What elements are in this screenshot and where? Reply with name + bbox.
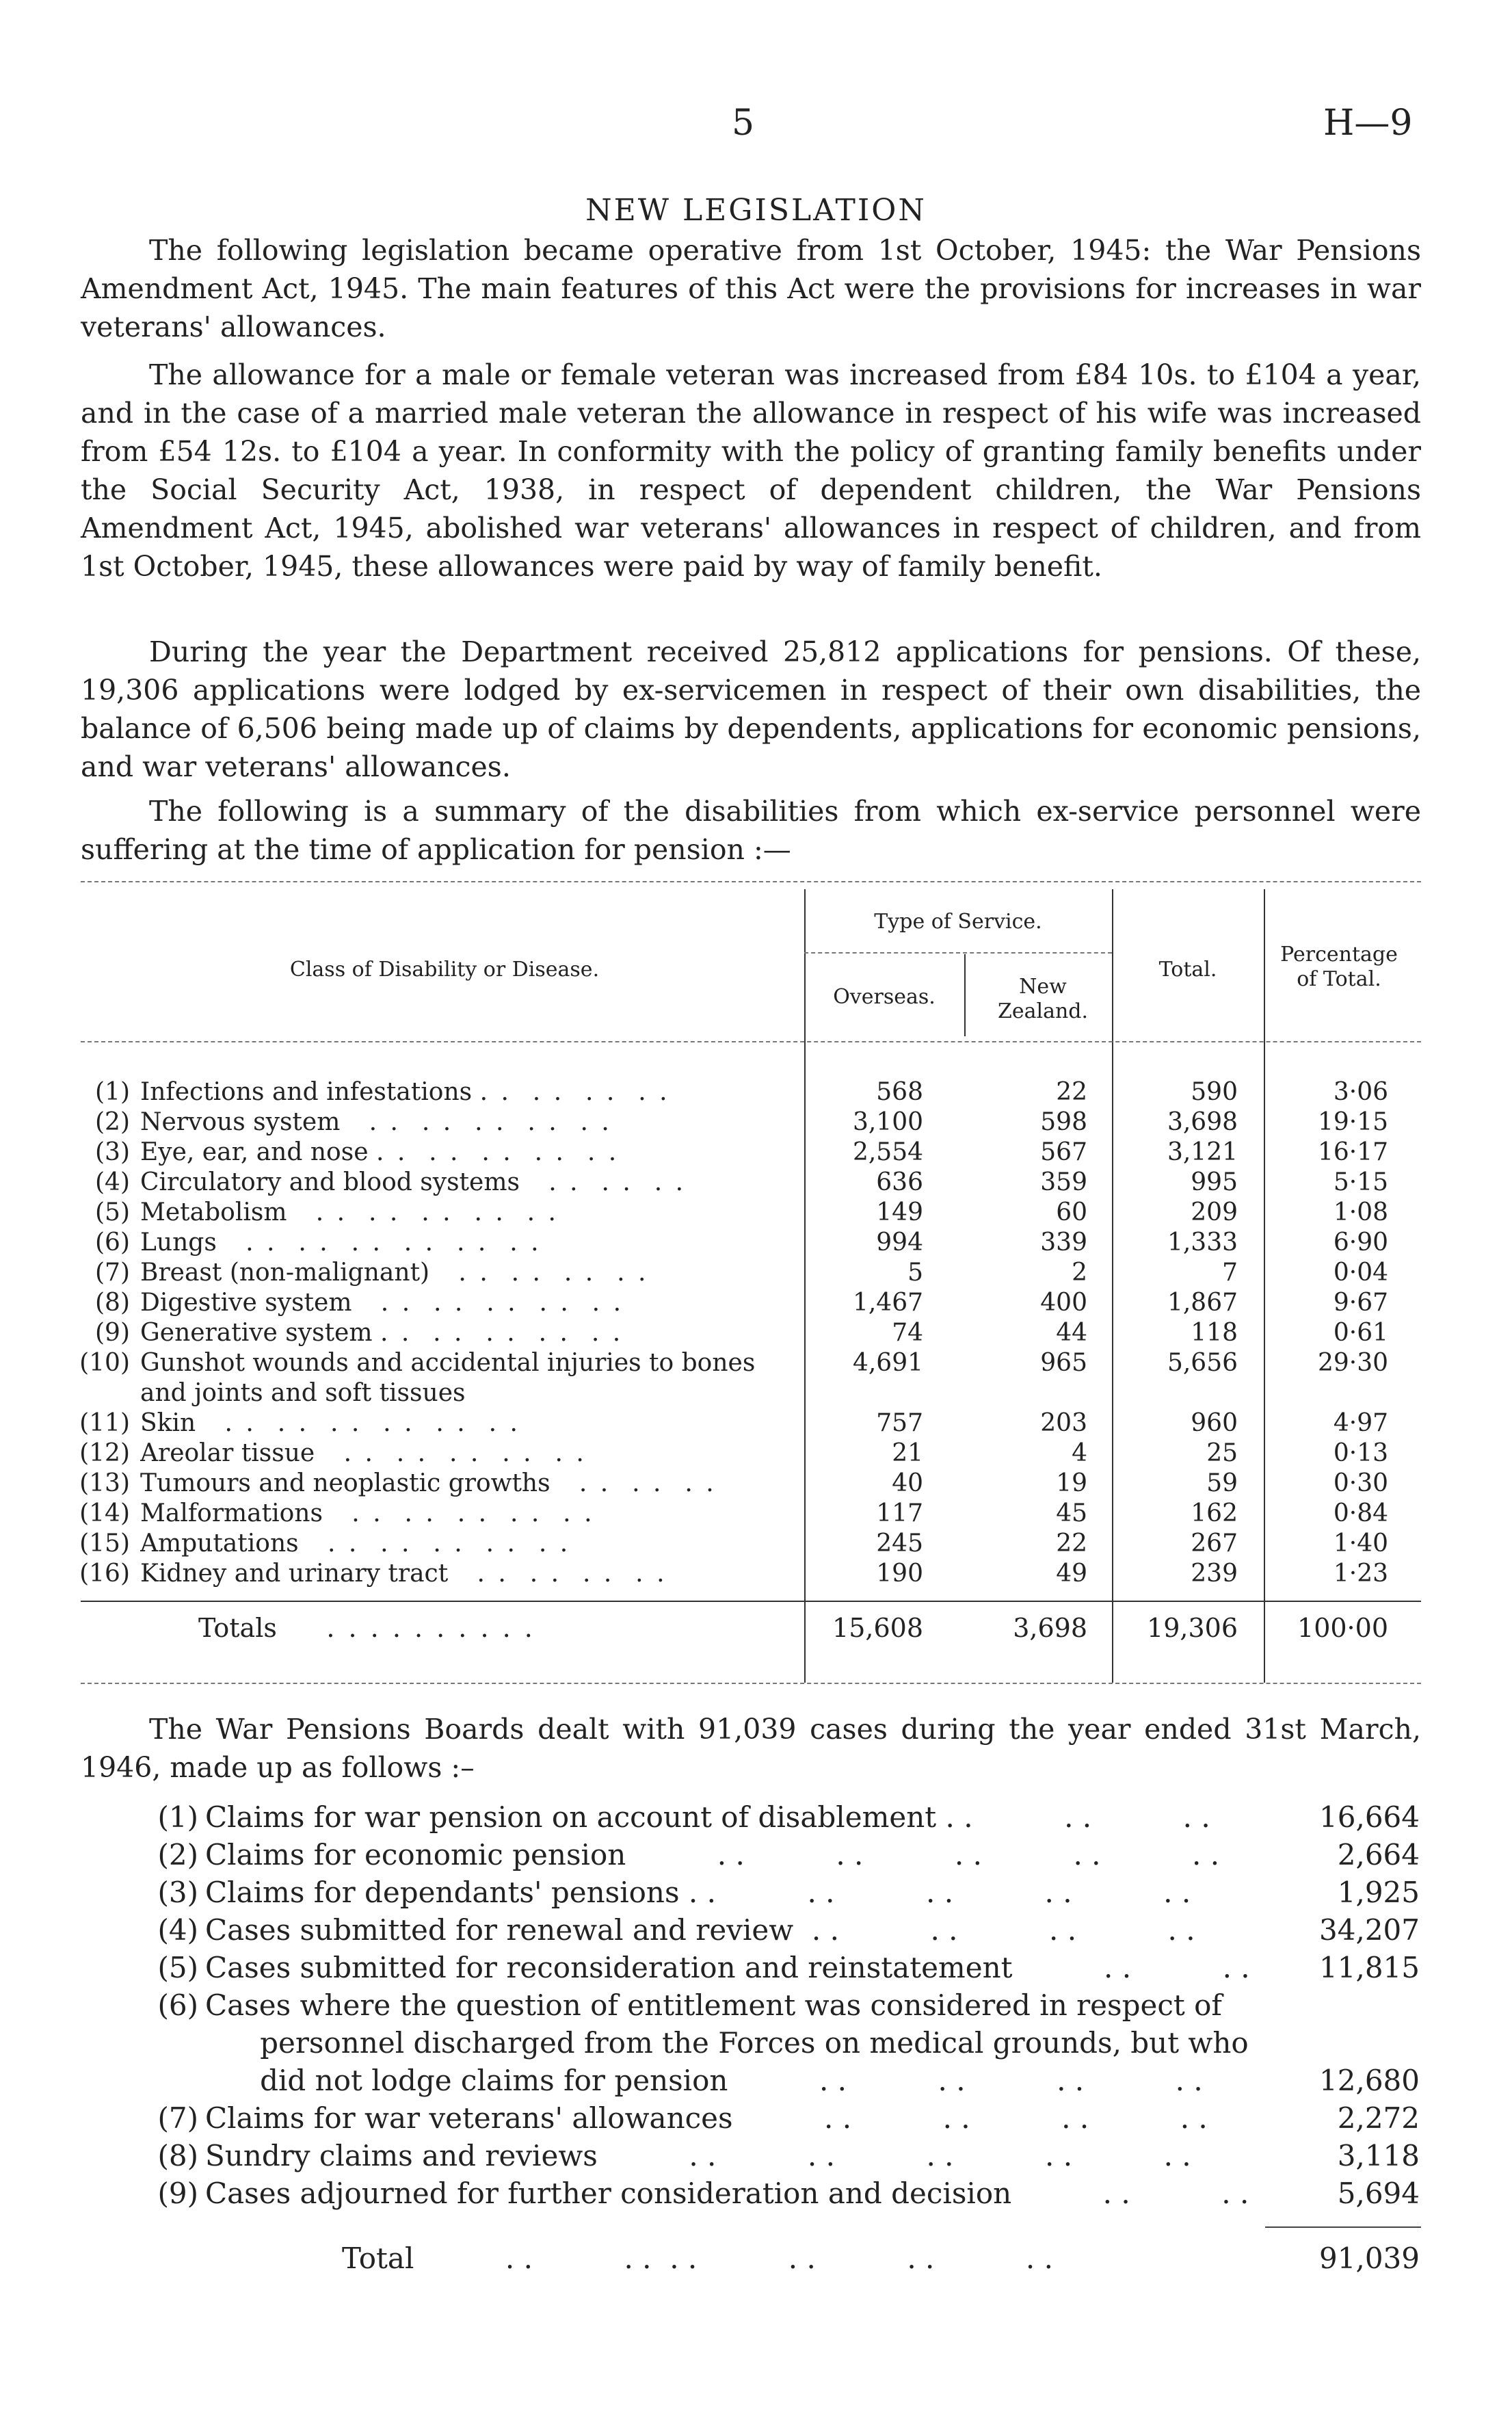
row-label: Generative system . . . . . . . . . .: [140, 1319, 624, 1347]
paragraph-boards: The War Pensions Boards dealt with 91,039 cases during the year ended 31st March, 1946, made up as follows :–: [81, 1713, 1421, 1784]
row-new-zealand: 359: [1040, 1168, 1087, 1196]
list-item: [0, 2100, 1512, 2137]
paragraph-legislation: The following legislation became operative from 1st October, 1945: the War Pensions Amendment Act, 1945. The main features of this Act were the provisions for increases in war veterans' allowances.: [81, 234, 1421, 343]
list-item: [0, 2175, 1512, 2212]
row-percentage: 0·84: [1333, 1499, 1388, 1527]
case-value: 11,815: [1319, 1951, 1420, 1984]
case-label: Sundry claims and reviews . . . . . . . . . .: [205, 2139, 1191, 2172]
row-total: 5,656: [1167, 1349, 1238, 1377]
row-new-zealand: 19: [1056, 1469, 1087, 1497]
row-overseas: 1,467: [852, 1289, 923, 1317]
row-overseas: 245: [876, 1529, 923, 1558]
row-percentage: 19·15: [1317, 1108, 1388, 1136]
list-item: [0, 1799, 1512, 1836]
case-number: (1): [157, 1800, 198, 1834]
row-percentage: 0·30: [1333, 1469, 1388, 1497]
table-row: [0, 1258, 1512, 1288]
row-total: 1,867: [1167, 1289, 1238, 1317]
case-value: 16,664: [1319, 1800, 1420, 1834]
case-number: (9): [157, 2177, 198, 2210]
row-number: (3): [95, 1138, 130, 1166]
row-total: 995: [1191, 1168, 1238, 1196]
case-value: 3,118: [1337, 2139, 1420, 2172]
row-label: Areolar tissue . . . . . . . . . .: [140, 1439, 587, 1467]
row-percentage: 1·23: [1333, 1560, 1388, 1588]
table-row: [0, 1469, 1512, 1499]
table-row: [0, 1288, 1512, 1318]
row-label: Breast (non-malignant) . . . . . . . .: [140, 1259, 649, 1287]
cases-total-label: Total . . . . . . . . . . . .: [342, 2242, 1053, 2275]
col-rule-nz-header: [964, 954, 966, 1036]
totals-top-rule: [81, 1601, 1421, 1602]
row-new-zealand: 567: [1040, 1138, 1087, 1166]
row-overseas: 994: [876, 1228, 923, 1257]
case-label: Claims for dependants' pensions . . . . . . . . . .: [205, 1876, 1191, 1909]
row-overseas: 21: [892, 1439, 923, 1467]
row-percentage: 16·17: [1317, 1138, 1388, 1166]
row-percentage: 9·67: [1333, 1289, 1388, 1317]
row-percentage: 0·13: [1333, 1439, 1388, 1467]
row-label: Amputations . . . . . . . . . .: [140, 1529, 571, 1558]
row-number: (13): [79, 1469, 130, 1497]
table-row: [0, 1138, 1512, 1168]
row-percentage: 3·06: [1333, 1078, 1388, 1106]
row-number: (9): [95, 1319, 130, 1347]
row-label: Digestive system . . . . . . . . . .: [140, 1289, 624, 1317]
table-row: [0, 1408, 1512, 1438]
table-row: [0, 1077, 1512, 1107]
row-new-zealand: 2: [1072, 1259, 1087, 1287]
row-new-zealand: 203: [1040, 1409, 1087, 1437]
totals-overseas: 15,608: [832, 1613, 923, 1643]
row-label: Tumours and neoplastic growths . . . . . .: [140, 1469, 717, 1497]
row-total: 267: [1191, 1529, 1238, 1558]
row-new-zealand: 400: [1040, 1289, 1087, 1317]
case-number: (2): [157, 1838, 198, 1871]
table-top-rule: [81, 881, 1421, 882]
table-row: [0, 1168, 1512, 1198]
row-overseas: 149: [876, 1198, 923, 1226]
row-overseas: 2,554: [852, 1138, 923, 1166]
row-number: (15): [79, 1529, 130, 1558]
cases-total-rule: [1265, 2226, 1421, 2228]
header-percentage: Percentage of Total.: [1280, 943, 1398, 991]
row-percentage: 0·61: [1333, 1319, 1388, 1347]
row-overseas: 40: [892, 1469, 923, 1497]
list-item: [0, 2138, 1512, 2174]
row-total: 59: [1206, 1469, 1238, 1497]
row-label: Metabolism . . . . . . . . . .: [140, 1198, 559, 1226]
case-label: Cases submitted for reconsideration and reinstatement . . . .: [205, 1951, 1250, 1984]
row-label: Skin . . . . . . . . . . . .: [140, 1409, 520, 1437]
row-label: Infections and infestations . . . . . . . .: [140, 1078, 670, 1106]
row-new-zealand: 45: [1056, 1499, 1087, 1527]
cases-total-row: [0, 2240, 1512, 2277]
case-label: Cases where the question of entitlement was considered in respect of: [205, 1988, 1222, 2022]
row-overseas: 4,691: [852, 1349, 923, 1377]
table-row: [0, 1318, 1512, 1348]
row-overseas: 568: [876, 1078, 923, 1106]
row-total: 3,698: [1167, 1108, 1238, 1136]
case-value: 1,925: [1337, 1876, 1420, 1909]
header-type-of-service: Type of Service.: [874, 910, 1042, 934]
totals-total: 19,306: [1147, 1613, 1238, 1643]
paragraph-applications: During the year the Department received 25,812 applications for pensions. Of these, 19,306 applications were lodged by ex-servicemen in respect of their own disabilities, the balance of 6,506 being made up of claims by dependents, applications for economic pensions, and war veterans' allowances.: [81, 635, 1421, 783]
row-overseas: 74: [892, 1319, 923, 1347]
case-label: Claims for economic pension . . . . . . . . . .: [205, 1838, 1220, 1871]
row-overseas: 190: [876, 1560, 923, 1588]
list-item: [0, 2025, 1512, 2062]
case-number: (5): [157, 1951, 198, 1984]
row-total: 960: [1191, 1409, 1238, 1437]
row-number: (14): [79, 1499, 130, 1527]
case-value: 2,664: [1337, 1838, 1420, 1871]
totals-percentage: 100·00: [1297, 1613, 1388, 1643]
totals-label: Totals . . . . . . . . . .: [198, 1613, 535, 1643]
row-overseas: 757: [876, 1409, 923, 1437]
row-overseas: 5: [907, 1259, 923, 1287]
row-percentage: 29·30: [1317, 1349, 1388, 1377]
case-number: (4): [157, 1913, 198, 1947]
row-total: 3,121: [1167, 1138, 1238, 1166]
row-overseas: 3,100: [852, 1108, 923, 1136]
row-total: 239: [1191, 1560, 1238, 1588]
row-number: (2): [95, 1108, 130, 1136]
table-bottom-rule: [81, 1683, 1421, 1684]
row-percentage: 4·97: [1333, 1409, 1388, 1437]
header-total: Total.: [1158, 958, 1217, 982]
row-number: (10): [79, 1349, 130, 1377]
table-row: [0, 1228, 1512, 1258]
paragraph-allowances: The allowance for a male or female veteran was increased from £84 10s. to £104 a year, and in the case of a married male veteran the allowance in respect of his wife was increased from £54 12s. to £104 a year. In conformity with the policy of granting family benefits under the Social Security Act, 1938, in respect of dependent children, the War Pensions Amendment Act, 1945, abolished war veterans' allowances in respect of children, and from 1st October, 1945, these allowances were paid by way of family benefit.: [81, 358, 1421, 583]
row-new-zealand: 22: [1056, 1529, 1087, 1558]
header-new-zealand: New Zealand.: [997, 975, 1089, 1023]
row-number: (6): [95, 1228, 130, 1257]
row-new-zealand: 44: [1056, 1319, 1087, 1347]
row-number: (12): [79, 1439, 130, 1467]
case-number: (3): [157, 1876, 198, 1909]
list-item: [0, 1837, 1512, 1874]
case-label: Claims for war pension on account of disablement . . . . . .: [205, 1800, 1210, 1834]
row-total: 7: [1222, 1259, 1238, 1287]
document-code: H—9: [1323, 103, 1413, 144]
type-of-service-rule: [804, 952, 1112, 954]
row-total: 590: [1191, 1078, 1238, 1106]
row-label: Nervous system . . . . . . . . . .: [140, 1108, 612, 1136]
table-row: [0, 1559, 1512, 1589]
case-label: Claims for war veterans' allowances . . . . . . . .: [205, 2101, 1208, 2135]
row-percentage: 1·40: [1333, 1529, 1388, 1558]
case-value: 12,680: [1319, 2064, 1420, 2097]
totals-new-zealand: 3,698: [1013, 1613, 1087, 1643]
row-total: 1,333: [1167, 1228, 1238, 1257]
row-percentage: 0·04: [1333, 1259, 1388, 1287]
row-new-zealand: 339: [1040, 1228, 1087, 1257]
row-total: 118: [1191, 1319, 1238, 1347]
table-row: [0, 1107, 1512, 1138]
header-class: Class of Disability or Disease.: [289, 958, 600, 982]
section-heading: NEW LEGISLATION: [585, 193, 927, 228]
row-new-zealand: 49: [1056, 1560, 1087, 1588]
row-total: 209: [1191, 1198, 1238, 1226]
case-number: (7): [157, 2101, 198, 2135]
header-overseas: Overseas.: [833, 985, 936, 1009]
case-label: personnel discharged from the Forces on medical grounds, but who: [205, 2026, 1249, 2060]
row-percentage: 1·08: [1333, 1198, 1388, 1226]
row-number: (1): [95, 1078, 130, 1106]
table-row: [0, 1198, 1512, 1228]
row-percentage: 5·15: [1333, 1168, 1388, 1196]
page-number: 5: [732, 103, 755, 144]
cases-total-value: 91,039: [1319, 2242, 1420, 2275]
row-label: Kidney and urinary tract . . . . . . . .: [140, 1560, 667, 1588]
row-number: (8): [95, 1289, 130, 1317]
row-overseas: 636: [876, 1168, 923, 1196]
row-total: 162: [1191, 1499, 1238, 1527]
row-label: Gunshot wounds and accidental injuries to bones and joints and soft tissues: [140, 1349, 756, 1407]
row-overseas: 117: [876, 1499, 923, 1527]
row-label: Circulatory and blood systems . . . . . .: [140, 1168, 687, 1196]
row-percentage: 6·90: [1333, 1228, 1388, 1257]
row-new-zealand: 60: [1056, 1198, 1087, 1226]
case-number: (8): [157, 2139, 198, 2172]
list-item: [0, 1874, 1512, 1911]
table-row: [0, 1438, 1512, 1469]
row-number: (7): [95, 1259, 130, 1287]
table-row: [0, 1529, 1512, 1559]
case-label: Cases adjourned for further consideration and decision . . . .: [205, 2177, 1249, 2210]
case-label: did not lodge claims for pension . . . . . . . .: [205, 2064, 1203, 2097]
row-new-zealand: 965: [1040, 1349, 1087, 1377]
list-item: [0, 1912, 1512, 1949]
header-bottom-rule: [81, 1041, 1421, 1042]
row-new-zealand: 22: [1056, 1078, 1087, 1106]
list-item: [0, 1949, 1512, 1986]
row-total: 25: [1206, 1439, 1238, 1467]
table-row: [0, 1499, 1512, 1529]
row-label: Lungs . . . . . . . . . . . .: [140, 1228, 542, 1257]
case-value: 5,694: [1337, 2177, 1420, 2210]
row-number: (11): [79, 1409, 130, 1437]
row-new-zealand: 598: [1040, 1108, 1087, 1136]
list-item: [0, 1987, 1512, 2024]
totals-row: [0, 1607, 1512, 1648]
case-value: 2,272: [1337, 2101, 1420, 2135]
row-new-zealand: 4: [1072, 1439, 1087, 1467]
table-row: [0, 1348, 1512, 1407]
paragraph-summary-intro: The following is a summary of the disabilities from which ex-service personnel were suffering at the time of application for pension :—: [81, 795, 1421, 866]
row-number: (4): [95, 1168, 130, 1196]
row-label: Malformations . . . . . . . . . .: [140, 1499, 595, 1527]
row-label: Eye, ear, and nose . . . . . . . . . .: [140, 1138, 620, 1166]
row-number: (5): [95, 1198, 130, 1226]
list-item: [0, 2062, 1512, 2099]
case-value: 34,207: [1319, 1913, 1420, 1947]
case-label: Cases submitted for renewal and review . . . . . . . .: [205, 1913, 1195, 1947]
row-number: (16): [79, 1560, 130, 1588]
case-number: (6): [157, 1988, 198, 2022]
